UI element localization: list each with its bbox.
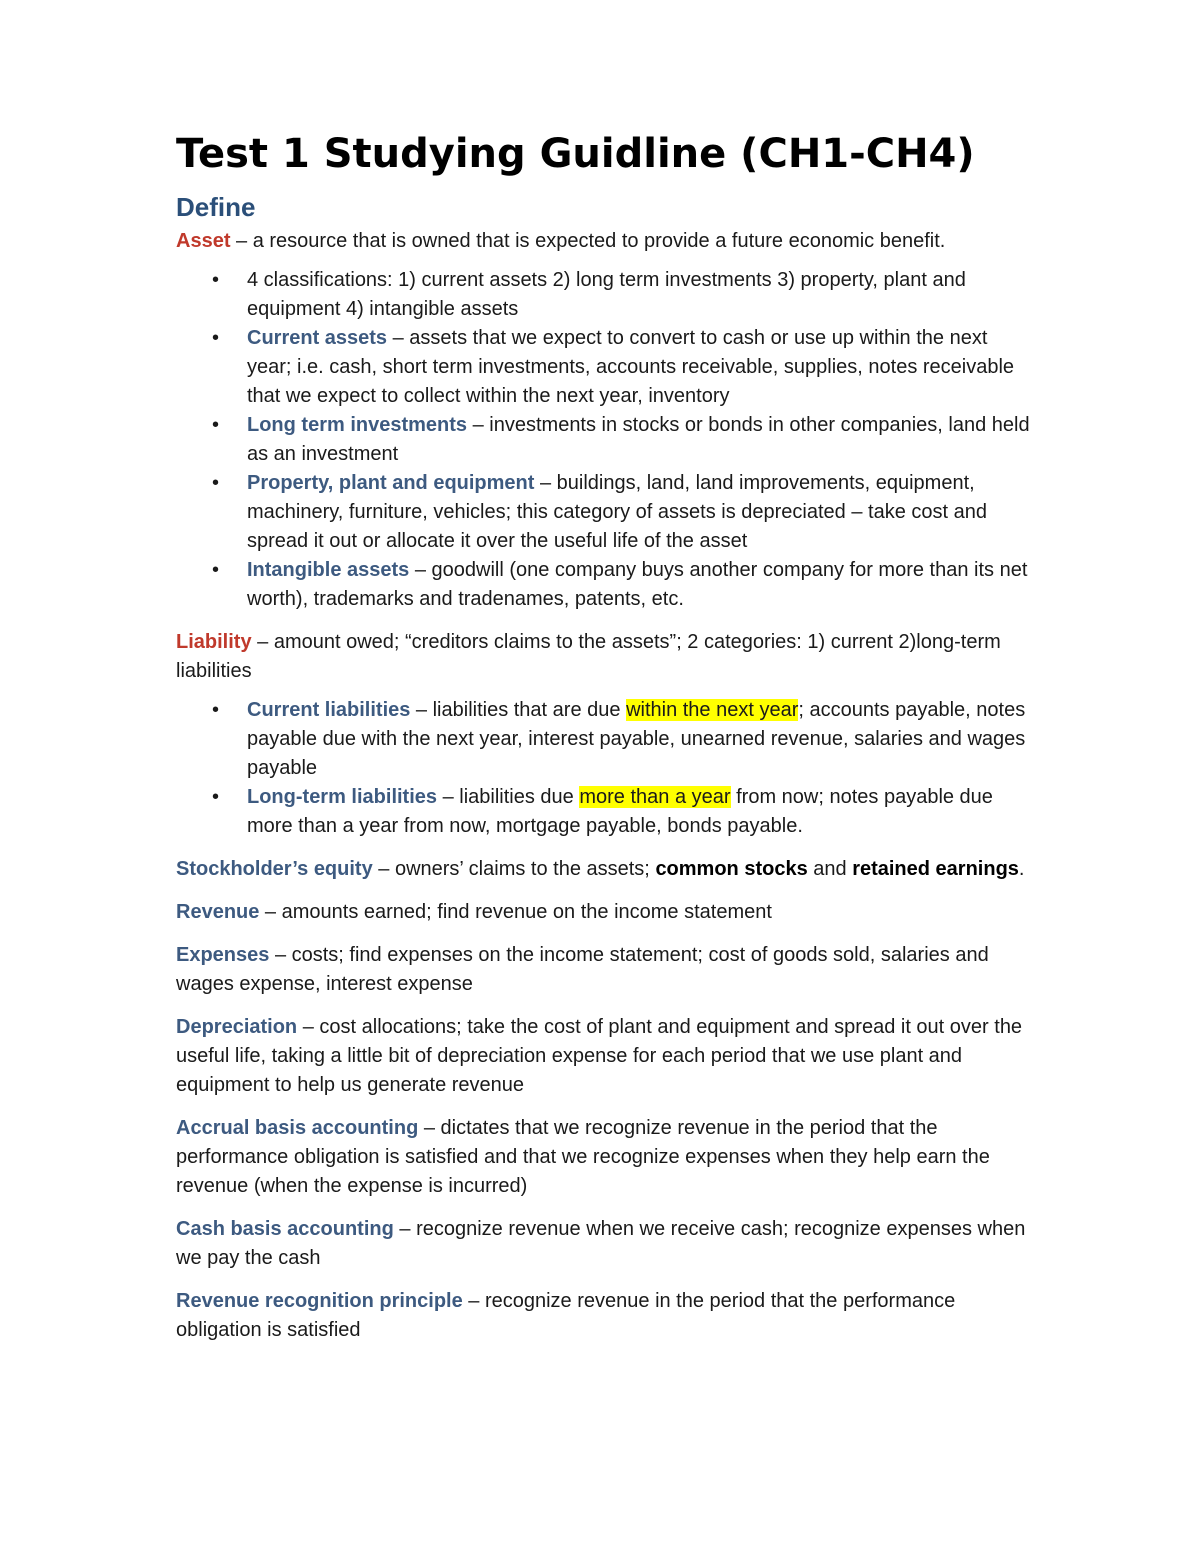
bold-text: retained earnings xyxy=(852,858,1019,881)
bullet-icon: • xyxy=(212,559,220,582)
document-page xyxy=(176,130,1036,1359)
highlighted-text: within the next year xyxy=(626,699,799,722)
bold-text: common stocks xyxy=(655,858,808,881)
definition-revenue-recognition xyxy=(176,1287,1036,1345)
definition-text: – amounts earned; find revenue on the income statement xyxy=(259,901,772,924)
bullet-icon: • xyxy=(212,786,220,809)
term-liability: Liability xyxy=(176,631,252,654)
document-title: Test 1 Studying Guidline (CH1-CH4) xyxy=(176,131,975,177)
term-intangible-assets: Intangible assets xyxy=(247,559,410,582)
asset-bullet-list xyxy=(176,266,1036,614)
bullet-text: – assets that we expect to convert to cash or use up within the next year; i.e. cash, short term investments, accounts receivable, supplies, notes receivable that we expect to collect within the next year, inventory xyxy=(247,327,1015,408)
term-property-plant-equipment: Property, plant and equipment xyxy=(247,472,535,495)
definition-depreciation xyxy=(176,1013,1036,1100)
definition-expenses xyxy=(176,941,1036,999)
term-current-assets: Current assets xyxy=(247,327,388,350)
definition-cash-basis xyxy=(176,1215,1036,1273)
term-revenue-recognition-principle: Revenue recognition principle xyxy=(176,1290,463,1313)
term-long-term-liabilities: Long-term liabilities xyxy=(247,786,438,809)
list-item xyxy=(176,783,1036,841)
definition-accrual-basis xyxy=(176,1114,1036,1201)
bullet-icon: • xyxy=(212,414,220,437)
bullet-text: – liabilities due xyxy=(437,786,580,809)
term-expenses: Expenses xyxy=(176,944,270,967)
list-item xyxy=(176,556,1036,614)
list-item xyxy=(176,411,1036,469)
bullet-text: – goodwill (one company buys another company for more than its net worth), trademarks and tradenames, patents, etc. xyxy=(247,559,1028,611)
definition-text: – a resource that is owned that is expected to provide a future economic benefit. xyxy=(230,230,946,253)
bullet-text: – investments in stocks or bonds in other companies, land held as an investment xyxy=(247,414,1030,466)
bullet-icon: • xyxy=(212,472,220,495)
bullet-icon: • xyxy=(212,269,220,292)
bullet-icon: • xyxy=(212,327,220,350)
bullet-text: ; accounts payable, notes payable due with the next year, interest payable, unearned revenue, salaries and wages payable xyxy=(247,699,1026,780)
definition-text: – recognize revenue in the period that the performance obligation is satisfied xyxy=(176,1290,956,1342)
list-item xyxy=(176,266,1036,324)
definition-text: – owners’ claims to the assets; xyxy=(372,858,656,881)
definition-text: – dictates that we recognize revenue in the period that the performance obligation is satisfied and that we recognize expenses when they help earn the revenue (when the expense is incurred) xyxy=(176,1117,990,1198)
definition-text: and xyxy=(807,858,853,881)
list-item xyxy=(176,696,1036,783)
term-stockholders-equity: Stockholder’s equity xyxy=(176,858,373,881)
bullet-text: – liabilities that are due xyxy=(410,699,627,722)
term-current-liabilities: Current liabilities xyxy=(247,699,411,722)
section-heading-define: Define xyxy=(176,192,256,222)
liability-bullet-list xyxy=(176,696,1036,841)
definition-text: – amount owed; “creditors claims to the assets”; 2 categories: 1) current 2)long-term liabilities xyxy=(176,631,1001,683)
bullet-text: – buildings, land, land improvements, equipment, machinery, furniture, vehicles; this category of assets is depreciated – take cost and spread it out or allocate it over the useful life of the asset xyxy=(247,472,987,553)
term-accrual-basis-accounting: Accrual basis accounting xyxy=(176,1117,419,1140)
bullet-icon: • xyxy=(212,699,220,722)
definition-text: – recognize revenue when we receive cash; recognize expenses when we pay the cash xyxy=(176,1218,1026,1270)
definition-text: – cost allocations; take the cost of plant and equipment and spread it out over the useful life, taking a little bit of depreciation expense for each period that we use plant and equipment to help us generate revenue xyxy=(176,1016,1023,1097)
term-long-term-investments: Long term investments xyxy=(247,414,468,437)
definition-text: . xyxy=(1018,858,1025,881)
definition-liability xyxy=(176,628,1036,686)
term-asset: Asset xyxy=(176,230,231,253)
term-depreciation: Depreciation xyxy=(176,1016,298,1039)
definition-text: – costs; find expenses on the income statement; cost of goods sold, salaries and wages expense, interest expense xyxy=(176,944,989,996)
definition-revenue xyxy=(176,898,1036,927)
list-item xyxy=(176,469,1036,556)
list-item xyxy=(176,324,1036,411)
highlighted-text: more than a year xyxy=(579,786,731,809)
definition-stockholders-equity xyxy=(176,855,1036,884)
bullet-text: from now; notes payable due more than a year from now, mortgage payable, bonds payable. xyxy=(247,786,993,838)
term-cash-basis-accounting: Cash basis accounting xyxy=(176,1218,394,1241)
definition-asset xyxy=(176,227,1036,256)
term-revenue: Revenue xyxy=(176,901,260,924)
bullet-text: 4 classifications: 1) current assets 2) long term investments 3) property, plant and equipment 4) intangible assets xyxy=(247,269,966,321)
